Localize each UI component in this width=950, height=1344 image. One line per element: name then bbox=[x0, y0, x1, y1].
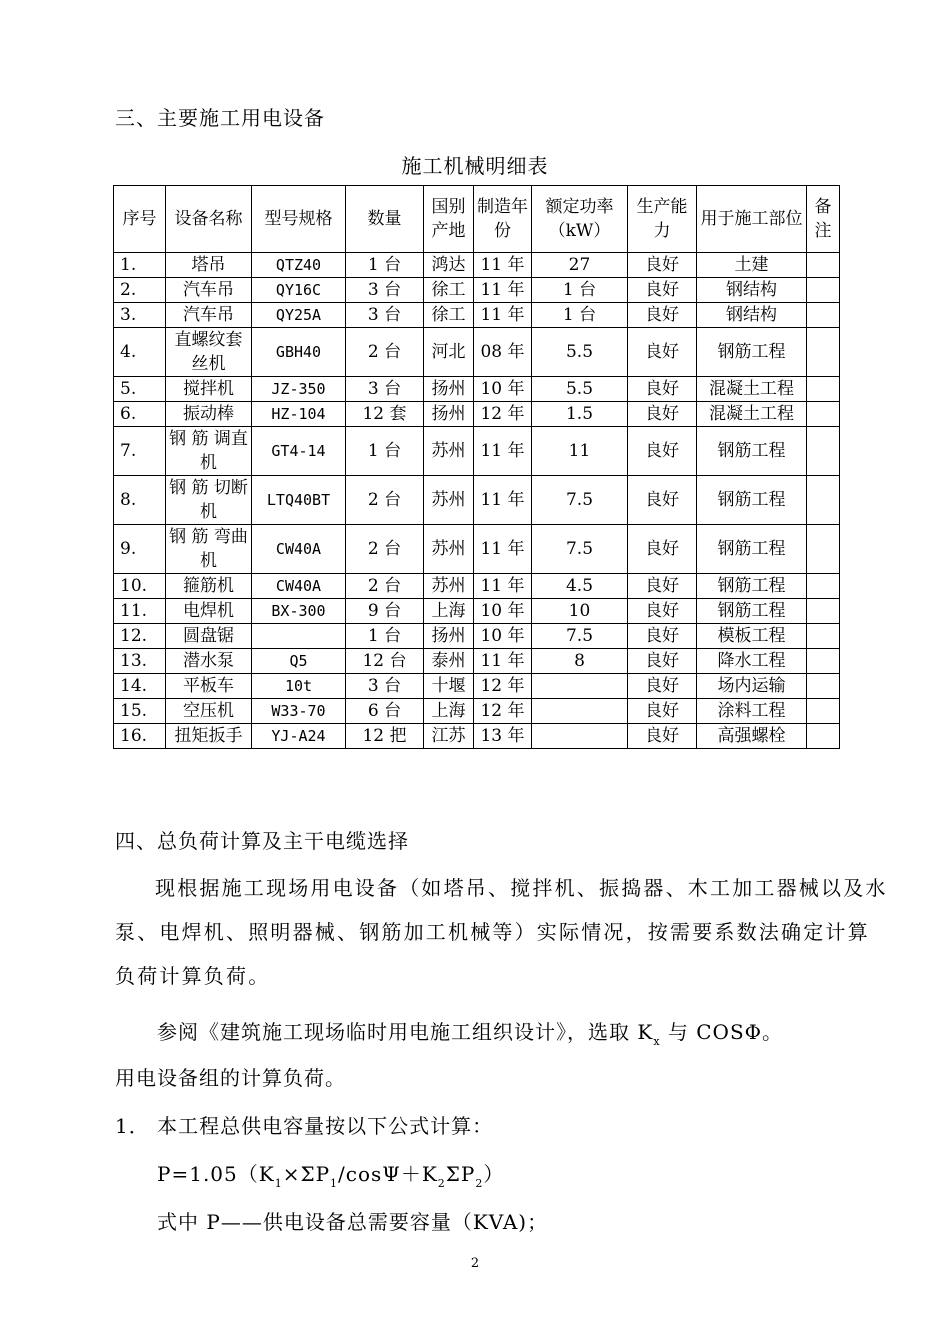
formula-part: ×ΣP bbox=[282, 1162, 331, 1186]
cell-no: 13. bbox=[114, 649, 166, 674]
cell-origin: 苏州 bbox=[424, 476, 474, 525]
formula-subscript: 2 bbox=[437, 1177, 446, 1190]
cell-capacity: 良好 bbox=[628, 674, 697, 699]
cell-no: 4. bbox=[114, 328, 166, 377]
cell-no: 11. bbox=[114, 599, 166, 624]
reference-line bbox=[157, 1016, 783, 1048]
cell-power bbox=[532, 724, 628, 749]
section3-heading: 三、主要施工用电设备 bbox=[115, 106, 325, 130]
header-capacity: 生产能力 bbox=[628, 186, 697, 253]
cell-qty: 12 把 bbox=[346, 724, 424, 749]
cell-year: 10 年 bbox=[474, 377, 532, 402]
cell-origin: 苏州 bbox=[424, 427, 474, 476]
cell-power: 4.5 bbox=[532, 574, 628, 599]
cell-remark bbox=[807, 724, 840, 749]
group-load-line: 用电设备组的计算负荷。 bbox=[115, 1066, 346, 1090]
cell-no: 10. bbox=[114, 574, 166, 599]
cell-remark bbox=[807, 253, 840, 278]
cell-name: 圆盘锯 bbox=[166, 624, 252, 649]
cell-origin: 江苏 bbox=[424, 724, 474, 749]
cell-qty: 3 台 bbox=[346, 278, 424, 303]
cell-model: QTZ40 bbox=[252, 253, 346, 278]
equipment-table bbox=[113, 185, 840, 749]
table-header-row bbox=[114, 186, 840, 253]
cell-remark bbox=[807, 278, 840, 303]
definition-line: 式中 P——供电设备总需要容量（KVA)； bbox=[157, 1210, 549, 1234]
cell-model: JZ-350 bbox=[252, 377, 346, 402]
formula-subscript: 2 bbox=[475, 1177, 484, 1190]
cell-no: 7. bbox=[114, 427, 166, 476]
cell-model bbox=[252, 624, 346, 649]
cell-qty: 12 套 bbox=[346, 402, 424, 427]
header-power: 额定功率（kW） bbox=[532, 186, 628, 253]
cell-capacity: 良好 bbox=[628, 624, 697, 649]
cell-year: 11 年 bbox=[474, 278, 532, 303]
cell-name: 扭矩扳手 bbox=[166, 724, 252, 749]
cell-capacity: 良好 bbox=[628, 699, 697, 724]
cell-origin: 徐工 bbox=[424, 303, 474, 328]
cell-power: 11 bbox=[532, 427, 628, 476]
cell-remark bbox=[807, 674, 840, 699]
cell-use: 钢结构 bbox=[697, 278, 807, 303]
cell-name: 汽车吊 bbox=[166, 303, 252, 328]
formula-part: ） bbox=[483, 1162, 505, 1186]
cell-use: 高强螺栓 bbox=[697, 724, 807, 749]
cell-origin: 鸿达 bbox=[424, 253, 474, 278]
cell-origin: 上海 bbox=[424, 599, 474, 624]
cell-model: GBH40 bbox=[252, 328, 346, 377]
cell-origin: 苏州 bbox=[424, 574, 474, 599]
table-row bbox=[114, 699, 840, 724]
cell-capacity: 良好 bbox=[628, 525, 697, 574]
formula-line bbox=[157, 1158, 504, 1190]
cell-no: 5. bbox=[114, 377, 166, 402]
cell-power: 8 bbox=[532, 649, 628, 674]
cell-power: 7.5 bbox=[532, 525, 628, 574]
cell-remark bbox=[807, 599, 840, 624]
formula-part: ΣP bbox=[445, 1162, 476, 1186]
table-row bbox=[114, 624, 840, 649]
cell-capacity: 良好 bbox=[628, 427, 697, 476]
cell-use: 钢筋工程 bbox=[697, 599, 807, 624]
cell-use: 钢结构 bbox=[697, 303, 807, 328]
cell-qty: 12 台 bbox=[346, 649, 424, 674]
list-item-1: 1． 本工程总供电容量按以下公式计算： bbox=[115, 1114, 494, 1138]
header-remark: 备注 bbox=[807, 186, 840, 253]
cell-capacity: 良好 bbox=[628, 599, 697, 624]
table-row bbox=[114, 599, 840, 624]
cell-model: QY16C bbox=[252, 278, 346, 303]
table-row bbox=[114, 253, 840, 278]
table-row bbox=[114, 476, 840, 525]
cell-power: 7.5 bbox=[532, 476, 628, 525]
cell-capacity: 良好 bbox=[628, 377, 697, 402]
cell-model: CW40A bbox=[252, 574, 346, 599]
cell-capacity: 良好 bbox=[628, 476, 697, 525]
cell-use: 场内运输 bbox=[697, 674, 807, 699]
cell-origin: 扬州 bbox=[424, 624, 474, 649]
cell-year: 13 年 bbox=[474, 724, 532, 749]
cell-no: 15. bbox=[114, 699, 166, 724]
reference-subscript: x bbox=[653, 1035, 661, 1048]
cell-power: 1 台 bbox=[532, 278, 628, 303]
cell-power: 10 bbox=[532, 599, 628, 624]
cell-origin: 扬州 bbox=[424, 377, 474, 402]
cell-qty: 1 台 bbox=[346, 253, 424, 278]
cell-capacity: 良好 bbox=[628, 724, 697, 749]
formula-part: P=1.05（K bbox=[157, 1162, 275, 1186]
cell-year: 11 年 bbox=[474, 574, 532, 599]
cell-remark bbox=[807, 649, 840, 674]
cell-year: 12 年 bbox=[474, 699, 532, 724]
table-row bbox=[114, 649, 840, 674]
header-no: 序号 bbox=[114, 186, 166, 253]
cell-power: 5.5 bbox=[532, 328, 628, 377]
cell-qty: 6 台 bbox=[346, 699, 424, 724]
cell-name: 平板车 bbox=[166, 674, 252, 699]
cell-model: 10t bbox=[252, 674, 346, 699]
cell-use: 钢筋工程 bbox=[697, 525, 807, 574]
header-model: 型号规格 bbox=[252, 186, 346, 253]
cell-remark bbox=[807, 303, 840, 328]
cell-qty: 3 台 bbox=[346, 674, 424, 699]
cell-power: 5.5 bbox=[532, 377, 628, 402]
cell-origin: 上海 bbox=[424, 699, 474, 724]
cell-qty: 1 台 bbox=[346, 427, 424, 476]
cell-use: 混凝土工程 bbox=[697, 402, 807, 427]
cell-no: 1. bbox=[114, 253, 166, 278]
cell-qty: 1 台 bbox=[346, 624, 424, 649]
cell-name: 钢 筋 弯曲机 bbox=[166, 525, 252, 574]
cell-capacity: 良好 bbox=[628, 253, 697, 278]
cell-use: 降水工程 bbox=[697, 649, 807, 674]
page-number: 2 bbox=[470, 1256, 480, 1271]
header-use: 用于施工部位 bbox=[697, 186, 807, 253]
cell-power: 1.5 bbox=[532, 402, 628, 427]
cell-capacity: 良好 bbox=[628, 402, 697, 427]
cell-origin: 徐工 bbox=[424, 278, 474, 303]
cell-year: 11 年 bbox=[474, 427, 532, 476]
cell-no: 9. bbox=[114, 525, 166, 574]
cell-power: 7.5 bbox=[532, 624, 628, 649]
cell-name: 潜水泵 bbox=[166, 649, 252, 674]
cell-capacity: 良好 bbox=[628, 278, 697, 303]
cell-origin: 十堰 bbox=[424, 674, 474, 699]
cell-power bbox=[532, 674, 628, 699]
cell-name: 电焊机 bbox=[166, 599, 252, 624]
header-name: 设备名称 bbox=[166, 186, 252, 253]
table-row bbox=[114, 674, 840, 699]
cell-year: 12 年 bbox=[474, 674, 532, 699]
cell-name: 钢 筋 切断机 bbox=[166, 476, 252, 525]
cell-qty: 2 台 bbox=[346, 476, 424, 525]
reference-suffix: 与 COSΦ。 bbox=[660, 1020, 784, 1044]
table-row bbox=[114, 377, 840, 402]
cell-remark bbox=[807, 427, 840, 476]
cell-origin: 扬州 bbox=[424, 402, 474, 427]
cell-model: HZ-104 bbox=[252, 402, 346, 427]
cell-name: 箍筋机 bbox=[166, 574, 252, 599]
cell-model: CW40A bbox=[252, 525, 346, 574]
table-row bbox=[114, 402, 840, 427]
cell-origin: 苏州 bbox=[424, 525, 474, 574]
cell-remark bbox=[807, 574, 840, 599]
header-origin: 国别产地 bbox=[424, 186, 474, 253]
cell-use: 钢筋工程 bbox=[697, 476, 807, 525]
cell-year: 12 年 bbox=[474, 402, 532, 427]
cell-power: 1 台 bbox=[532, 303, 628, 328]
cell-no: 6. bbox=[114, 402, 166, 427]
table-row bbox=[114, 427, 840, 476]
cell-qty: 3 台 bbox=[346, 303, 424, 328]
cell-model: LTQ40BT bbox=[252, 476, 346, 525]
table-row bbox=[114, 525, 840, 574]
cell-remark bbox=[807, 402, 840, 427]
cell-no: 14. bbox=[114, 674, 166, 699]
cell-use: 钢筋工程 bbox=[697, 574, 807, 599]
table-row bbox=[114, 278, 840, 303]
cell-name: 空压机 bbox=[166, 699, 252, 724]
cell-remark bbox=[807, 377, 840, 402]
table-row bbox=[114, 574, 840, 599]
cell-capacity: 良好 bbox=[628, 574, 697, 599]
cell-use: 钢筋工程 bbox=[697, 427, 807, 476]
table-row bbox=[114, 303, 840, 328]
cell-capacity: 良好 bbox=[628, 328, 697, 377]
cell-no: 8. bbox=[114, 476, 166, 525]
cell-no: 2. bbox=[114, 278, 166, 303]
cell-use: 涂料工程 bbox=[697, 699, 807, 724]
cell-model: GT4-14 bbox=[252, 427, 346, 476]
cell-no: 12. bbox=[114, 624, 166, 649]
cell-remark bbox=[807, 525, 840, 574]
cell-name: 直螺纹套丝机 bbox=[166, 328, 252, 377]
cell-capacity: 良好 bbox=[628, 303, 697, 328]
cell-use: 模板工程 bbox=[697, 624, 807, 649]
cell-remark bbox=[807, 476, 840, 525]
cell-name: 汽车吊 bbox=[166, 278, 252, 303]
cell-name: 钢 筋 调直机 bbox=[166, 427, 252, 476]
cell-year: 11 年 bbox=[474, 303, 532, 328]
formula-subscript: 1 bbox=[330, 1177, 339, 1190]
table-title: 施工机械明细表 bbox=[401, 154, 549, 178]
table-row bbox=[114, 328, 840, 377]
header-year: 制造年份 bbox=[474, 186, 532, 253]
cell-year: 11 年 bbox=[474, 476, 532, 525]
cell-capacity: 良好 bbox=[628, 649, 697, 674]
cell-power: 27 bbox=[532, 253, 628, 278]
cell-model: BX-300 bbox=[252, 599, 346, 624]
cell-power bbox=[532, 699, 628, 724]
cell-model: QY25A bbox=[252, 303, 346, 328]
formula-part: /cosΨ＋K bbox=[338, 1162, 438, 1186]
cell-use: 混凝土工程 bbox=[697, 377, 807, 402]
body-paragraph: 现根据施工现场用电设备（如塔吊、搅拌机、振捣器、木工加工器械以及水泵、电焊机、照明器械、钢筋加工机械等）实际情况，按需要系数法确定计算负荷计算负荷。 bbox=[115, 876, 888, 988]
cell-remark bbox=[807, 699, 840, 724]
table-row bbox=[114, 724, 840, 749]
cell-qty: 2 台 bbox=[346, 574, 424, 599]
cell-use: 钢筋工程 bbox=[697, 328, 807, 377]
section4-heading: 四、总负荷计算及主干电缆选择 bbox=[115, 829, 409, 853]
cell-use: 土建 bbox=[697, 253, 807, 278]
cell-qty: 9 台 bbox=[346, 599, 424, 624]
cell-year: 10 年 bbox=[474, 624, 532, 649]
cell-no: 16. bbox=[114, 724, 166, 749]
cell-name: 搅拌机 bbox=[166, 377, 252, 402]
reference-text: 参阅《建筑施工现场临时用电施工组织设计》，选取 K bbox=[157, 1020, 654, 1044]
cell-remark bbox=[807, 328, 840, 377]
cell-origin: 河北 bbox=[424, 328, 474, 377]
cell-model: W33-70 bbox=[252, 699, 346, 724]
cell-name: 塔吊 bbox=[166, 253, 252, 278]
cell-year: 11 年 bbox=[474, 525, 532, 574]
header-qty: 数量 bbox=[346, 186, 424, 253]
cell-name: 振动棒 bbox=[166, 402, 252, 427]
cell-year: 08 年 bbox=[474, 328, 532, 377]
cell-remark bbox=[807, 624, 840, 649]
cell-model: Q5 bbox=[252, 649, 346, 674]
cell-year: 11 年 bbox=[474, 253, 532, 278]
cell-origin: 泰州 bbox=[424, 649, 474, 674]
cell-qty: 2 台 bbox=[346, 328, 424, 377]
cell-qty: 3 台 bbox=[346, 377, 424, 402]
formula-subscript: 1 bbox=[274, 1177, 283, 1190]
cell-qty: 2 台 bbox=[346, 525, 424, 574]
cell-year: 10 年 bbox=[474, 599, 532, 624]
cell-model: YJ-A24 bbox=[252, 724, 346, 749]
cell-year: 11 年 bbox=[474, 649, 532, 674]
cell-no: 3. bbox=[114, 303, 166, 328]
